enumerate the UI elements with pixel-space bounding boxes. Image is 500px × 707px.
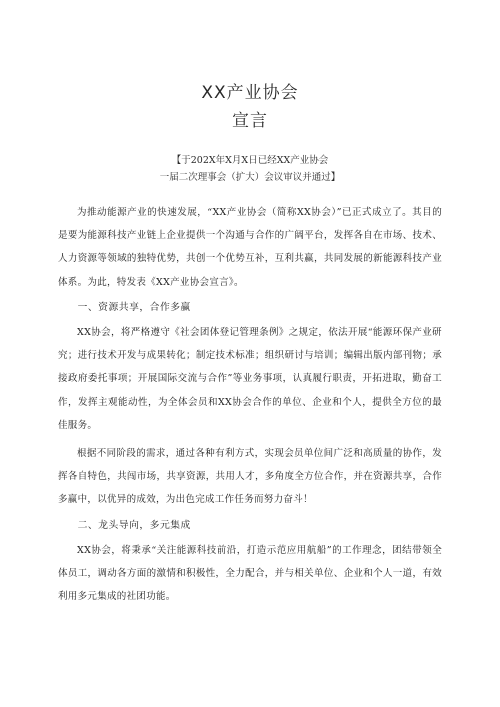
document-subtitle-line1: 【于202X年X月X日已经XX产业协会 xyxy=(171,155,329,166)
section2-paragraph1: XX协会，将秉承“关注能源科技前沿，打造示范应用航船”的工作理念，团结带领全体员工，调动各方面的激情和积极性，全力配合，并与相关单位、企业和个人一道，有效利用多元集成的社团功能。 xyxy=(58,544,442,603)
section1-heading: 一、资源共享，合作多赢 xyxy=(77,301,191,313)
section1-paragraph1: XX协会，将严格遵守《社会团体登记管理条例》之规定，依法开展“能源环保产业研究；进行技术开发与成果转化；制定技术标准；组织研讨与培训；编辑出版内部刊物；承接政府委托事项；开展国际交流与合作”等业务事项，认真履行职责，开拓进取，勤奋工作，发挥主观能动性，为全体会员和XX协会合作的单位、企业和个人，提供全方位的最佳服务。 xyxy=(58,327,442,431)
document-subtitle-line2: 一届二次理事会（扩大）会议审议并通过】 xyxy=(159,172,341,183)
section2-heading: 二、龙头导向，多元集成 xyxy=(77,519,191,531)
section1-paragraph2: 根据不同阶段的需求，通过各种有利方式，实现会员单位间广泛和高质量的协作，发挥各自特色，共闯市场，共享资源，共用人才，多角度全方位合作，并在资源共享，合作多赢中，以优异的成效，为出色完成工作任务而努力奋斗！ xyxy=(58,448,442,506)
document-title-line2: 宣言 xyxy=(232,111,268,131)
intro-paragraph: 为推动能源产业的快速发展，“XX产业协会（简称XX协会）”已正式成立了。其目的是要为能源科技产业链上企业提供一个沟通与合作的广阔平台，发挥各自在市场、技术、人力资源等领域的独特优势，共创一个优势互补，互利共赢，共同发展的新能源科技产业体系。为此，特发表《XX产业协会宣言》。 xyxy=(58,207,442,288)
document-title-line1: XX产业协会 xyxy=(201,83,299,103)
document-body xyxy=(58,201,442,608)
